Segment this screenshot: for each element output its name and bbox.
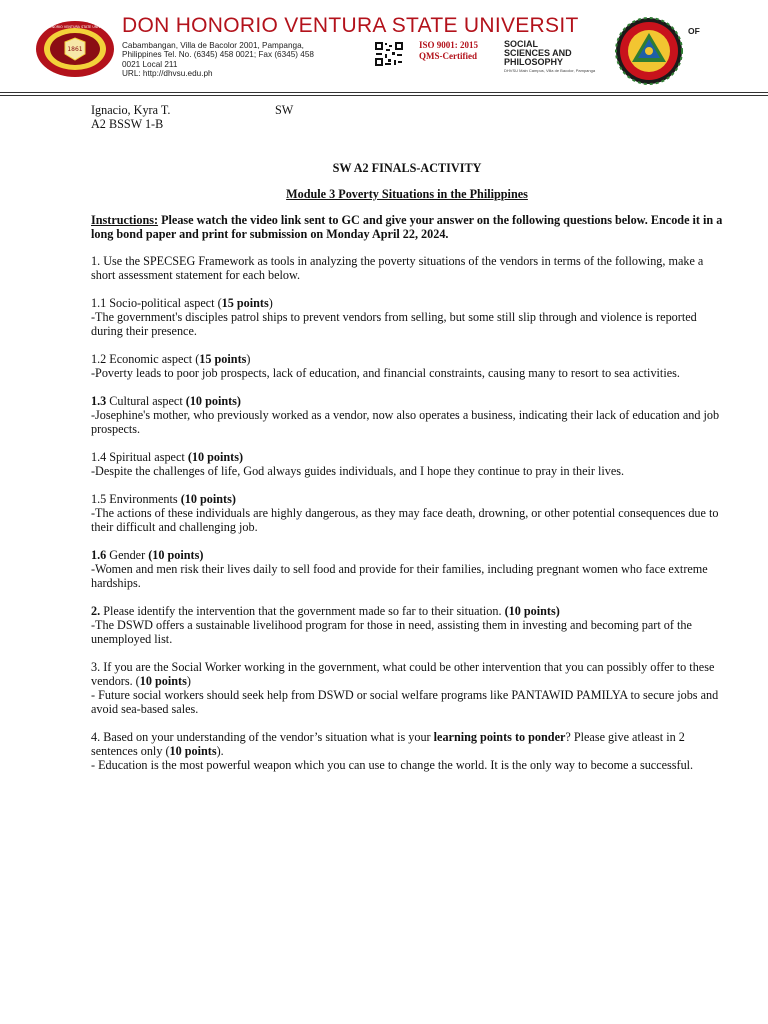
document-title: SW A2 FINALS-ACTIVITY — [332, 161, 482, 175]
college-address: DHVSU Main Campus, Villa de Bacolor, Pampanga — [504, 68, 596, 73]
document-subtitle: Module 3 Poverty Situations in the Philippines — [286, 187, 528, 201]
item-1-4-answer: -Despite the challenges of life, God always guides individuals, and I hope they continue to pray in their lives. — [91, 464, 625, 478]
question-3-answer: - Future social workers should seek help from DSWD or social welfare programs like PANTAWID PAMILYA to secure jobs and avoid sea-based sales. — [91, 688, 719, 716]
student-section: A2 BSSW 1-B — [91, 117, 164, 131]
question-2: 2. Please identify the intervention that the government made so far to their situation. (10 points) — [91, 604, 560, 618]
university-name: DON HONORIO VENTURA STATE UNIVERSIT — [122, 14, 579, 37]
item-1-5-heading: 1.5 Environments (10 points) — [91, 492, 236, 506]
college-seal-icon — [610, 16, 688, 86]
student-name-row — [91, 103, 723, 117]
university-seal-icon — [35, 20, 115, 78]
svg-text:DON HONORIO VENTURA STATE UNIV: DON HONORIO VENTURA STATE UNIVERSITY — [37, 25, 113, 29]
university-address: Cabambangan, Villa de Bacolor 2001, Pampanga, Philippines Tel. No. (6345) 458 0021; Fax (6345) 458 0021 Local 211 URL: http://dhvsu.edu.ph — [122, 41, 314, 78]
item-1-6-heading: 1.6 Gender (10 points) — [91, 548, 204, 562]
question-3: 3. If you are the Social Worker working in the government, what could be other intervention that you can possibly offer to these vendors. (10 points) — [91, 660, 715, 688]
question-4-answer: - Education is the most powerful weapon which you can use to change the world. It is the only way to become a successful. — [91, 758, 694, 772]
item-1-6-answer: -Women and men risk their lives daily to sell food and provide for their families, including pregnant women who face extreme hardships. — [91, 562, 708, 590]
instructions-text: Please watch the video link sent to GC and give your answer on the following questions below. Encode it in a long bond paper and print for submission on Monday April 22, 2024. — [91, 213, 723, 241]
qr-code-icon — [374, 41, 404, 67]
college-name: SOCIAL SCIENCES AND PHILOSOPHY — [504, 39, 572, 68]
document-body — [91, 103, 723, 772]
student-name: Ignacio, Kyra T. — [91, 103, 171, 117]
item-1-5-answer: -The actions of these individuals are highly dangerous, as they may face death, drowning, or other potential consequences due to their difficult and challenging job. — [91, 506, 719, 534]
item-1-2-answer: -Poverty leads to poor job prospects, lack of education, and financial constraints, causing many to resort to sea activities. — [91, 366, 680, 380]
instructions-label: Instructions: — [91, 213, 159, 227]
letterhead — [0, 0, 768, 96]
svg-text:1861: 1861 — [67, 46, 83, 53]
question-2-answer: -The DSWD offers a sustainable livelihood program for those in need, assisting them in investing and becoming part of the unemployed list. — [91, 618, 692, 646]
item-1-3-answer: -Josephine's mother, who previously worked as a vendor, now also operates a business, indicating their lack of education and job prospects. — [91, 408, 720, 436]
header-rule — [0, 92, 768, 93]
item-1-1-answer: -The government's disciples patrol ships to prevent vendors from selling, but some still slip through and violence is reported during their presence. — [91, 310, 697, 338]
header-rule-secondary — [0, 95, 768, 96]
college-of-label: OF — [688, 26, 700, 36]
instructions — [91, 213, 723, 241]
item-1-2-heading: 1.2 Economic aspect (15 points) — [91, 352, 251, 366]
iso-certification: ISO 9001: 2015 QMS-Certified — [419, 40, 479, 61]
question-4: 4. Based on your understanding of the vendor’s situation what is your learning points to ponder? Please give atleast in 2 sentences only (10 points). — [91, 730, 685, 758]
item-1-1-heading: 1.1 Socio-political aspect (15 points) — [91, 296, 273, 310]
item-1-4-heading: 1.4 Spiritual aspect (10 points) — [91, 450, 244, 464]
item-1-3-heading: 1.3 Cultural aspect (10 points) — [91, 394, 241, 408]
question-1: 1. Use the SPECSEG Framework as tools in analyzing the poverty situations of the vendors in terms of the following, make a short assessment statement for each below. — [91, 254, 704, 282]
subject-code: SW — [275, 103, 294, 117]
